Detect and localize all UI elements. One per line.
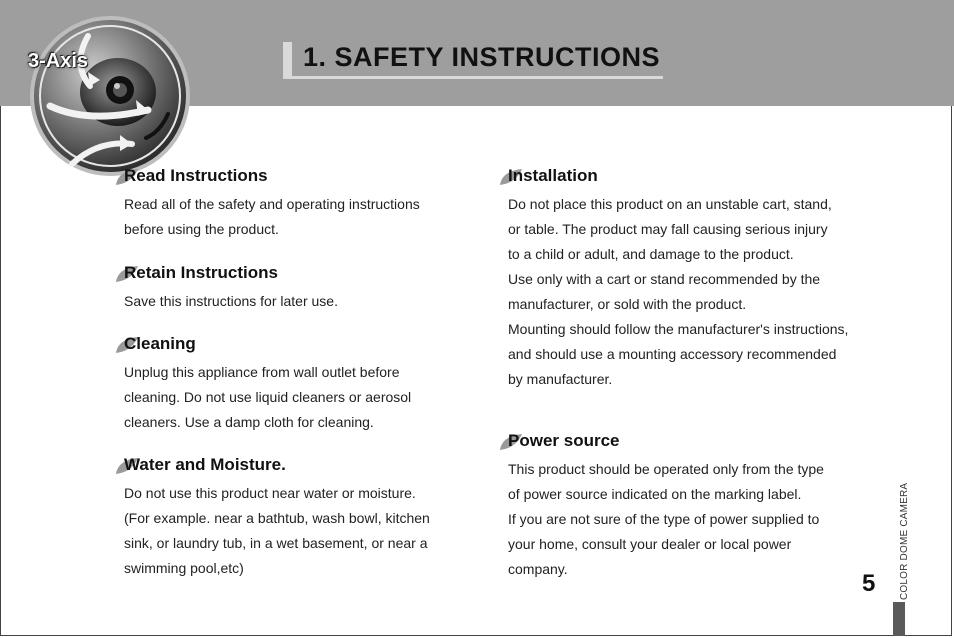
body-line: Do not place this product on an unstable cart, stand, [508,196,832,212]
section-installation [508,166,848,392]
title-underline [283,76,663,79]
section-body [124,360,411,435]
body-line: Save this instructions for later use. [124,293,338,309]
body-line: This product should be operated only from the type [508,461,824,477]
body-line: cleaners. Use a damp cloth for cleaning. [124,414,374,430]
body-line: to a child or adult, and damage to the product. [508,246,794,262]
section-body [124,192,420,242]
side-accent-bar [893,602,905,636]
body-line: by manufacturer. [508,371,613,387]
section-title: Retain Instructions [124,263,278,282]
section-cleaning [124,334,411,435]
section-title: Power source [508,431,620,450]
section-water-moisture [124,455,430,581]
camera-rotation-icon [28,14,192,178]
side-label-text: COLOR DOME CAMERA [899,482,910,600]
body-line: your home, consult your dealer or local power [508,536,792,552]
title-block [283,40,663,78]
section-title: Installation [508,166,598,185]
section-body [124,481,430,581]
body-line: (For example. near a bathtub, wash bowl, kitchen [124,510,430,526]
section-read-instructions [124,166,420,242]
page-number: 5 [862,570,876,597]
title-accent-bar [283,42,292,76]
section-title: Read Instructions [124,166,268,185]
body-line: of power source indicated on the marking label. [508,486,802,502]
section-title: Cleaning [124,334,196,353]
page-title: 1. SAFETY INSTRUCTIONS [303,42,661,72]
section-title: Water and Moisture. [124,455,286,474]
body-line: cleaning. Do not use liquid cleaners or aerosol [124,389,412,405]
section-power-source [508,431,824,582]
body-line: manufacturer, or sold with the product. [508,296,747,312]
body-line: and should use a mounting accessory recommended [508,346,837,362]
side-label [884,460,910,605]
body-line: If you are not sure of the type of power supplied to [508,511,820,527]
body-line: Mounting should follow the manufacturer's instructions, [508,321,849,337]
body-line: Read all of the safety and operating instructions [124,196,420,212]
section-retain-instructions [124,263,338,314]
body-line: Do not use this product near water or moisture. [124,485,416,501]
section-body [508,457,824,582]
body-line: Unplug this appliance from wall outlet before [124,364,400,380]
section-body [508,192,848,392]
body-line: Use only with a cart or stand recommended by the [508,271,821,287]
body-line: or table. The product may fall causing serious injury [508,221,828,237]
section-body [124,289,338,314]
body-line: sink, or laundry tub, in a wet basement, or near a [124,535,428,551]
body-line: company. [508,561,568,577]
badge-label: 3-Axis [28,50,89,72]
body-line: swimming pool,etc) [124,560,244,576]
body-line: before using the product. [124,221,279,237]
